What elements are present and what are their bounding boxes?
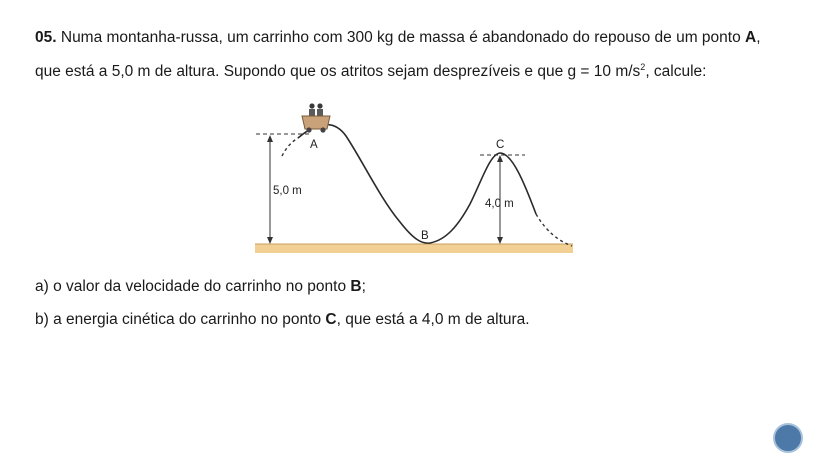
roller-coaster-diagram bbox=[250, 98, 580, 258]
exponent: 2 bbox=[640, 62, 646, 72]
question-line-2 bbox=[35, 62, 706, 81]
cart-icon bbox=[302, 103, 330, 132]
question-number: 05. bbox=[35, 29, 57, 46]
question-text-1: Numa montanha-russa, um carrinho com 300 kg de massa é abandonado do repouso de um ponto bbox=[56, 29, 746, 46]
height-label-c: 4,0 m bbox=[485, 198, 514, 210]
point-a-ref: A bbox=[745, 29, 757, 46]
label-b: B bbox=[421, 230, 429, 242]
track-dashed-start bbox=[282, 138, 298, 156]
item-a-end: ; bbox=[361, 278, 366, 295]
track-dashed-end bbox=[536, 214, 572, 246]
item-a-text: a) o valor da velocidade do carrinho no ponto bbox=[35, 278, 351, 295]
item-b-end: , que está a 4,0 m de altura. bbox=[336, 311, 530, 328]
question-text-2-end: , calcule: bbox=[645, 63, 707, 80]
question-text-2: que está a 5,0 m de altura. Supondo que os atritos sejam desprezíveis e que g = 10 m/s bbox=[35, 63, 641, 80]
ground bbox=[255, 244, 573, 253]
label-a: A bbox=[310, 139, 318, 151]
nav-circle-icon[interactable] bbox=[773, 423, 803, 453]
item-b-text: b) a energia cinética do carrinho no ponto bbox=[35, 311, 326, 328]
item-a-point: B bbox=[350, 278, 362, 295]
label-c: C bbox=[496, 139, 505, 151]
question-line-1 bbox=[35, 29, 761, 47]
item-b bbox=[35, 311, 530, 329]
item-b-point: C bbox=[325, 311, 337, 328]
item-a bbox=[35, 278, 366, 296]
height-label-a: 5,0 m bbox=[273, 185, 302, 197]
question-text-1-end: , bbox=[756, 29, 761, 46]
